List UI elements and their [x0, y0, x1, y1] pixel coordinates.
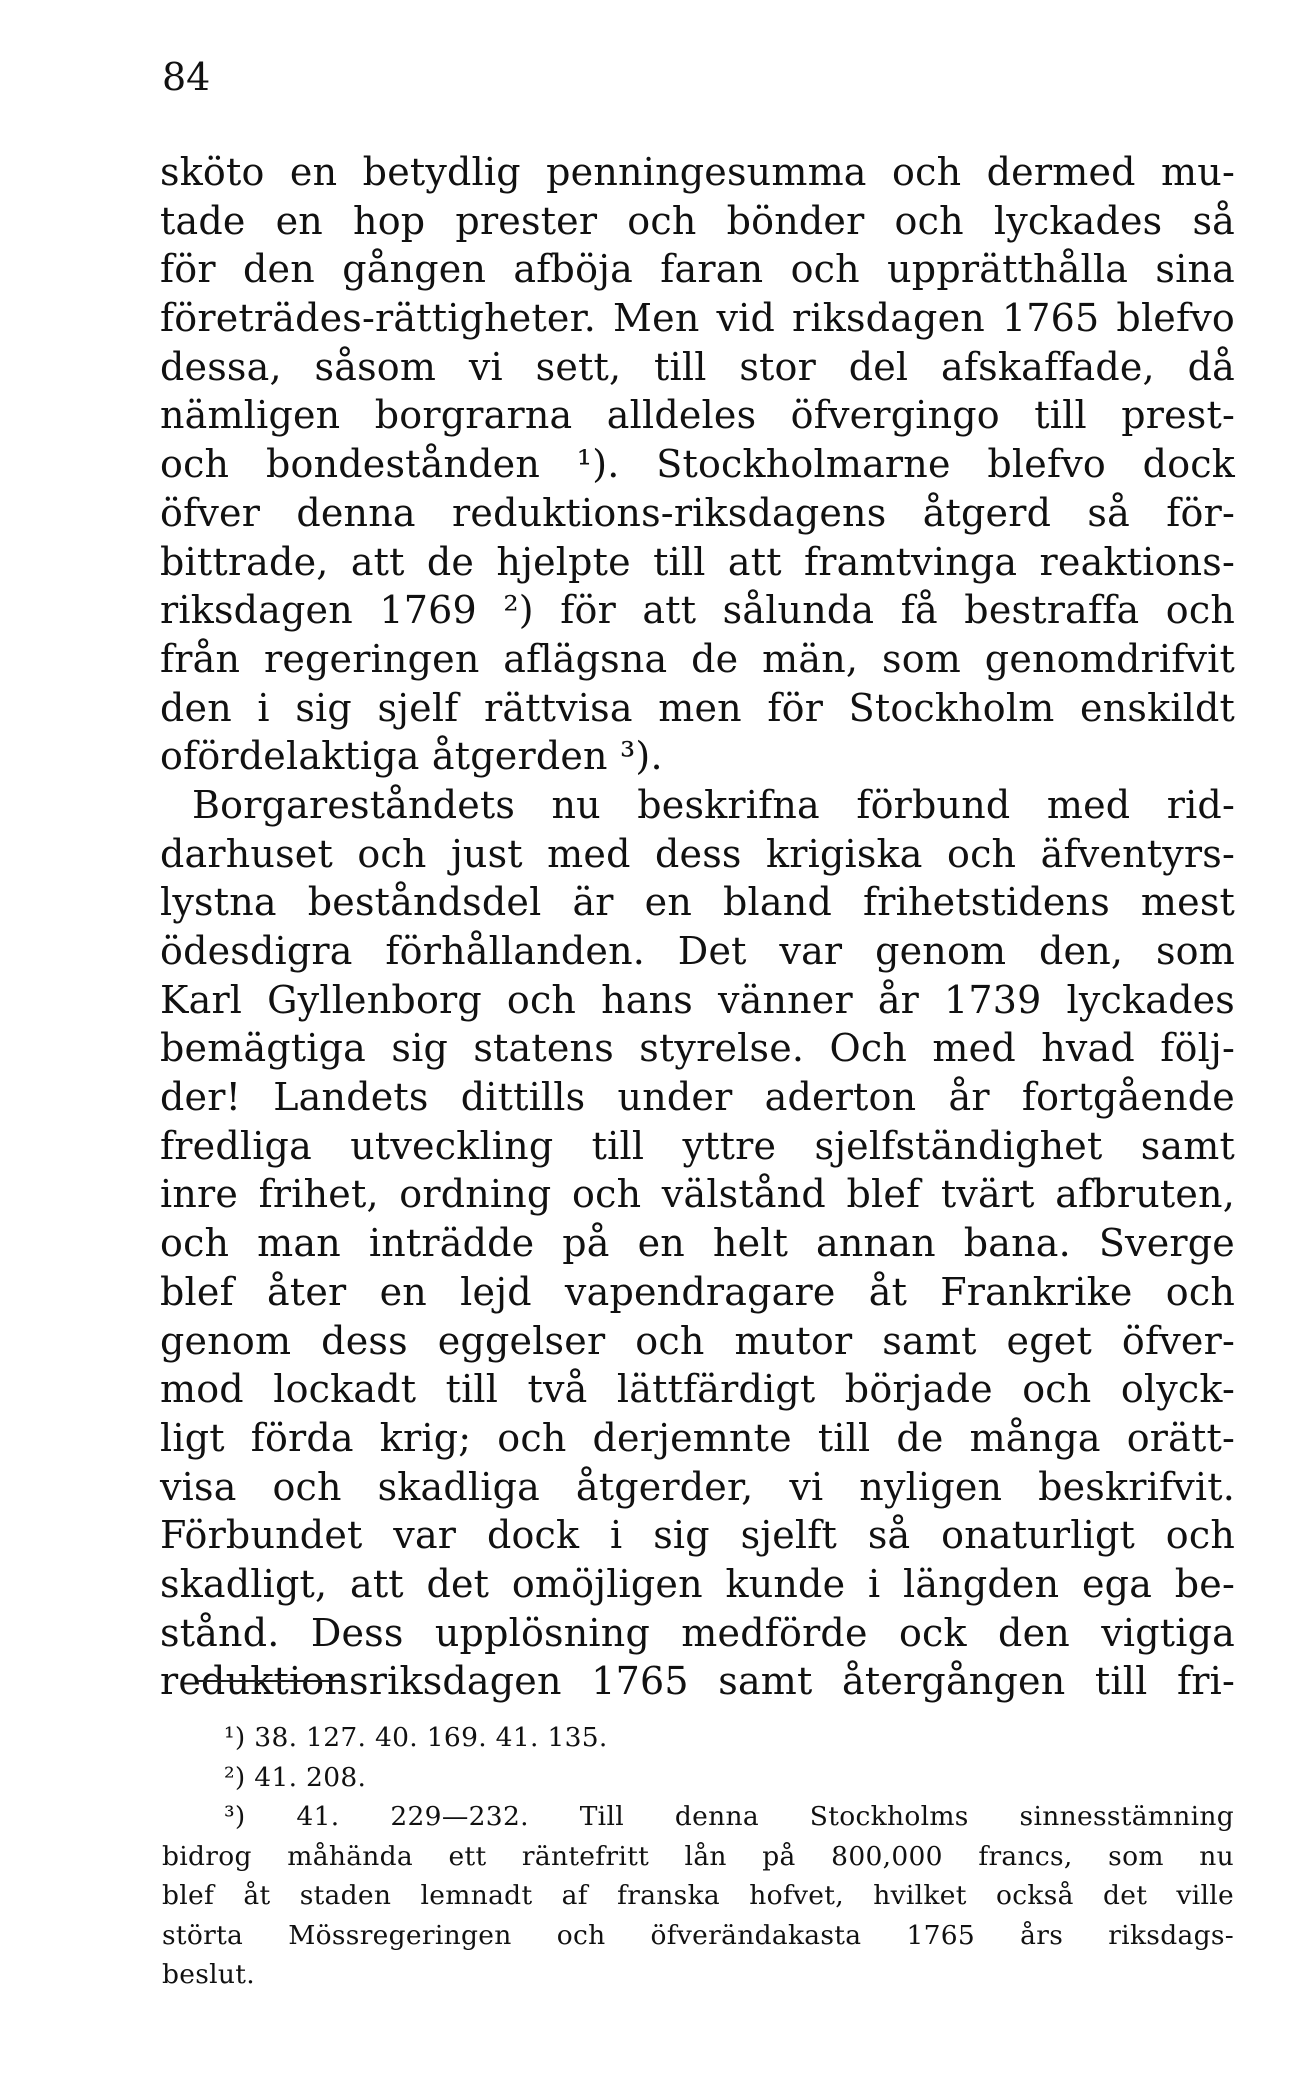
text-line: Förbundet var dock i sig sjelft så onaturligt och [160, 1513, 1235, 1558]
footnote-1: ¹) 38. 127. 40. 169. 41. 135. [224, 1722, 608, 1753]
text-line: och bondestånden ¹). Stockholmarne blefvo dock [160, 442, 1235, 487]
text-line: bemägtiga sig statens styrelse. Och med hvad följ- [160, 1026, 1235, 1071]
footnote-3-line: ³) 41. 229—232. Till denna Stockholms sinnesstämning [224, 1801, 1234, 1832]
text-line: fredliga utveckling till yttre sjelfständighet samt [160, 1123, 1235, 1168]
text-line: mod lockadt till två lättfärdigt började och olyck- [160, 1367, 1235, 1412]
text-line: ödesdigra förhållanden. Det var genom den, som [160, 929, 1235, 973]
text-line: Karl Gyllenborg och hans vänner år 1739 lyckades [160, 977, 1235, 1022]
text-line: skadligt, att det omöjligen kunde i längden ega be- [160, 1561, 1235, 1606]
footnote-3-line: blef åt staden lemnadt af franska hofvet, hvilket också det ville [162, 1880, 1234, 1911]
footnote-3-line: beslut. [162, 1959, 255, 1990]
text-line: lystna beståndsdel är en bland frihetstidens mest [160, 880, 1235, 925]
footnote-2: ²) 41. 208. [224, 1761, 367, 1793]
footnote-3-line: bidrog måhända ett räntefritt lån på 800,000 francs, som nu [162, 1840, 1234, 1872]
body-text [160, 148, 1235, 1706]
text-line: darhuset och just med dess krigiska och äfventyrs- [160, 831, 1235, 876]
text-line: stånd. Dess upplösning medförde ock den vigtiga [160, 1610, 1235, 1655]
footnote-divider [198, 1680, 343, 1682]
text-line: dessa, såsom vi sett, till stor del afskaffade, då [160, 344, 1235, 389]
text-line: från regeringen aflägsna de män, som genomdrifvit [160, 636, 1235, 681]
paragraph-start-line: Borgareståndets nu beskrifna förbund med rid- [192, 782, 1235, 827]
text-line: blef åter en lejd vapendragare åt Frankrike och [160, 1269, 1235, 1314]
text-line: bittrade, att de hjelpte till att framtvinga reaktions- [160, 539, 1235, 584]
text-line: ligt förda krig; och derjemnte till de många orätt- [160, 1415, 1235, 1460]
footnotes [162, 1718, 1234, 1995]
text-line: visa och skadliga åtgerder, vi nyligen beskrifvit. [160, 1464, 1235, 1509]
text-line: der! Landets dittills under aderton år fortgående [160, 1075, 1235, 1120]
text-line: sköto en betydlig penningesumma och dermed mu- [160, 150, 1235, 194]
text-line: reduktionsriksdagen 1765 samt återgången till fri- [160, 1659, 1235, 1704]
text-line: och man inträdde på en helt annan bana. Sverge [160, 1221, 1235, 1266]
text-line: för den gången afböja faran och upprätthålla sina [160, 247, 1235, 292]
text-line: företrädes-rättigheter. Men vid riksdagen 1765 blefvo [160, 296, 1235, 341]
text-line: nämligen borgrarna alldeles öfvergingo till prest- [160, 393, 1235, 438]
footnote-3-line: störta Mössregeringen och öfverändakasta 1765 års riksdags- [162, 1919, 1234, 1951]
text-line: genom dess eggelser och mutor samt eget öfver- [160, 1318, 1235, 1363]
text-line: riksdagen 1769 ²) för att sålunda få bestraffa och [160, 588, 1235, 633]
page-number: 84 [162, 55, 211, 99]
paragraph-end-line: ofördelaktiga åtgerden ³). [160, 734, 663, 779]
text-line: öfver denna reduktions-riksdagens åtgerd så för- [160, 490, 1235, 535]
text-line: tade en hop prester och bönder och lyckades så [160, 198, 1235, 243]
text-line: inre frihet, ordning och välstånd blef tvärt afbruten, [160, 1172, 1235, 1217]
text-line: den i sig sjelf rättvisa men för Stockholm enskildt [160, 685, 1235, 730]
